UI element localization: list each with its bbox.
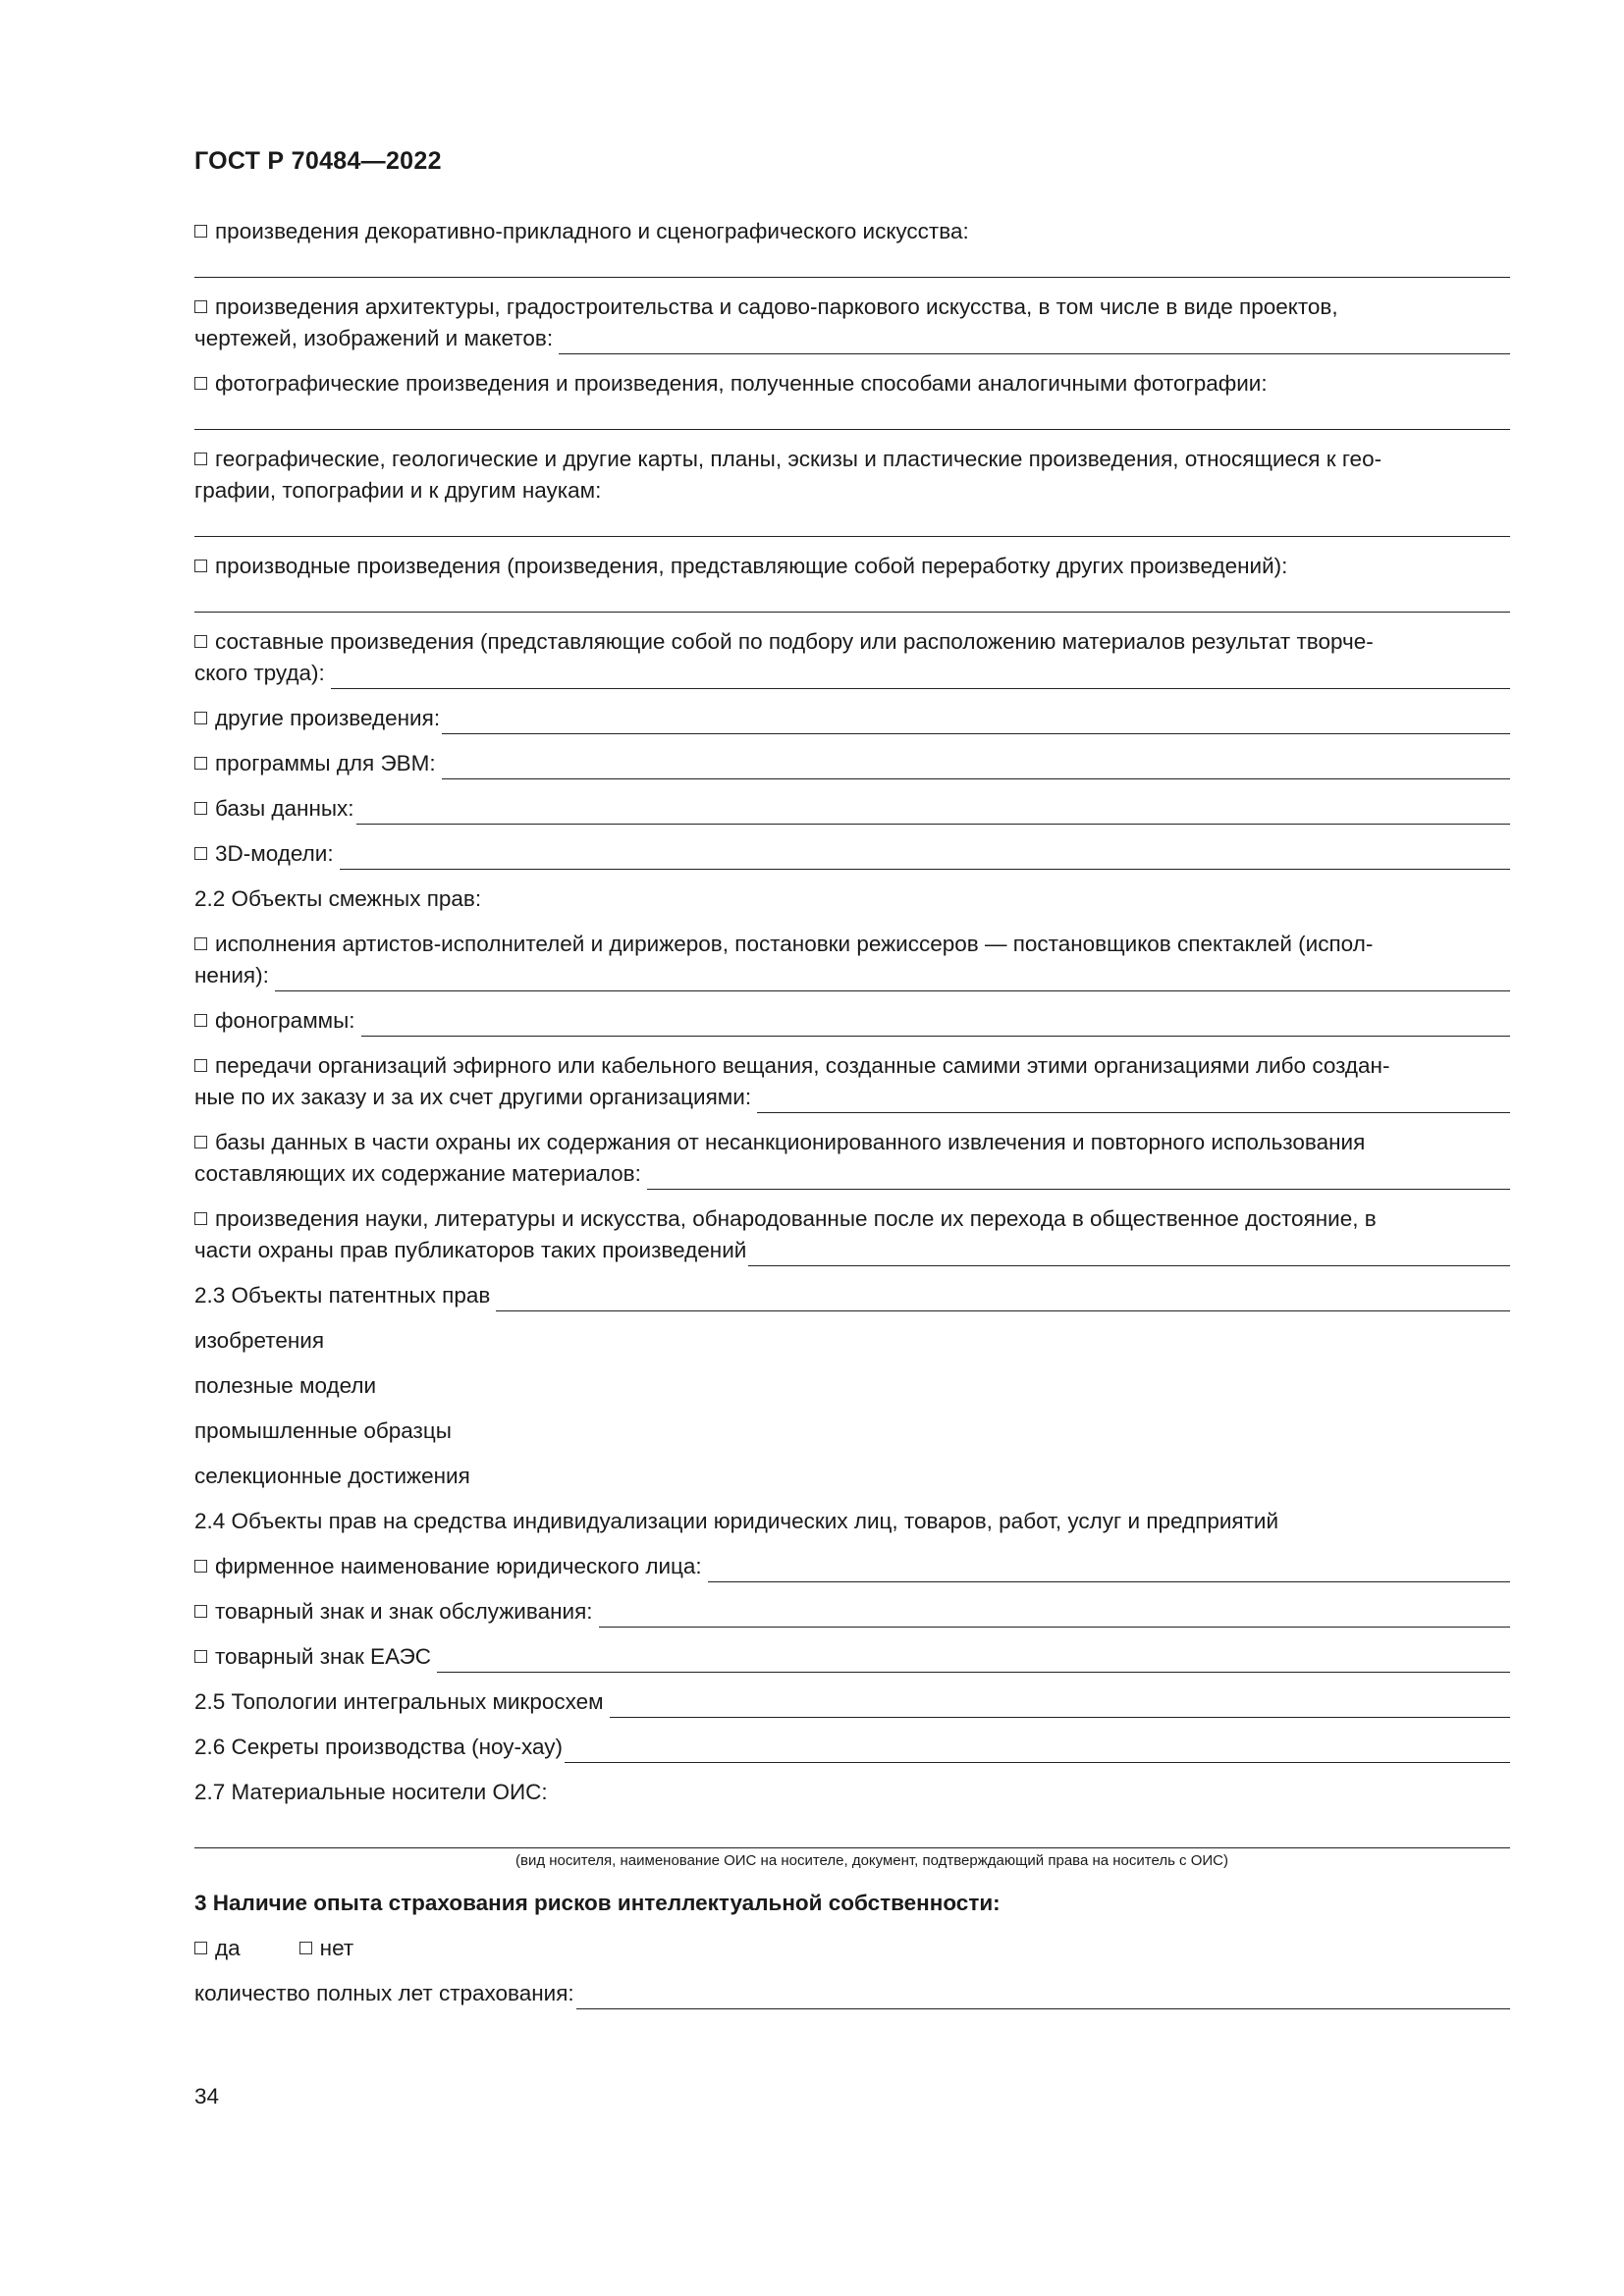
section-2-7: 2.7 Материальные носители ОИС: (вид носителя, наименование ОИС на носителе, документ, подтверждающий права на носитель с ОИС) [194,1777,1510,1872]
item-photo: фотографические произведения и произведения, полученные способами аналогичными фотографии: [194,368,1510,430]
fill-line[interactable] [559,330,1510,354]
section-2-6: 2.6 Секреты производства (ноу-хау) [194,1732,1510,1763]
item-trade-name: фирменное наименование юридического лица: [194,1551,1510,1582]
checkbox[interactable] [194,802,207,815]
checkbox[interactable] [194,1212,207,1225]
fill-line[interactable] [496,1287,1510,1311]
item-other: другие произведения: [194,703,1510,734]
fill-line[interactable] [437,1648,1510,1673]
section-2-4: 2.4 Объекты прав на средства индивидуализации юридических лиц, товаров, работ, услуг и предприятий [194,1509,1279,1533]
item-databases: базы данных: [194,793,1510,825]
item-derivative: производные произведения (произведения, представляющие собой переработку других произведений): [194,551,1510,613]
section-3 [194,1888,1510,1919]
item-performances: исполнения артистов-исполнителей и дирижеров, постановки режиссеров — постановщиков спектаклей (испол- нения): [194,929,1510,991]
checkbox-yes[interactable] [194,1942,207,1954]
fill-line[interactable] [194,507,1510,537]
checkbox[interactable] [194,1560,207,1573]
fill-line[interactable] [757,1089,1510,1113]
item-3d-models: 3D-модели: [194,838,1510,870]
item-phonograms: фонограммы: [194,1005,1510,1037]
item-architecture: произведения архитектуры, градостроительства и садово-паркового искусства, в том числе в виде проектов, чертежей, изображений и макетов: [194,292,1510,354]
item-public-domain: произведения науки, литературы и искусства, обнародованные после их перехода в общественное достояние, в части охраны прав публикаторов таких произведений [194,1203,1510,1266]
fill-line[interactable] [647,1165,1510,1190]
fill-line[interactable] [565,1738,1510,1763]
fill-line[interactable] [442,710,1510,734]
fill-line[interactable] [194,247,1510,278]
checkbox[interactable] [194,1059,207,1072]
checkbox[interactable] [194,1650,207,1663]
item-trademark-eaeu: товарный знак ЕАЭС [194,1641,1510,1673]
item-software: программы для ЭВМ: [194,748,1510,779]
checkbox[interactable] [194,377,207,390]
fill-line[interactable] [361,1012,1510,1037]
fill-line[interactable] [194,582,1510,613]
section-2-5: 2.5 Топологии интегральных микросхем [194,1686,1510,1718]
item-maps: географические, геологические и другие карты, планы, эскизы и пластические произведения, относящиеся к гео- графии, топографии и к другим наукам: [194,444,1510,537]
item-broadcasts: передачи организаций эфирного или кабельного вещания, созданные самими этими организациями либо создан- ные по их заказу и за их счет другими организациями: [194,1050,1510,1113]
item-inventions: изобретения [194,1328,325,1353]
item-industrial-designs: промышленные образцы [194,1418,452,1443]
fill-line-caption: (вид носителя, наименование ОИС на носителе, документ, подтверждающий права на носитель с ОИС) [514,1852,1228,1869]
checkbox[interactable] [194,453,207,465]
checkbox[interactable] [194,300,207,313]
checkbox[interactable] [194,1136,207,1148]
fill-line[interactable] [576,1985,1510,2009]
checkbox[interactable] [194,560,207,572]
fill-line[interactable] [340,845,1510,870]
document-code: ГОСТ Р 70484—2022 [194,147,442,175]
checkbox[interactable] [194,712,207,724]
checkbox[interactable] [194,757,207,770]
checkbox[interactable] [194,1605,207,1618]
fill-line[interactable] [194,1808,1510,1848]
item-utility-models: полезные модели [194,1373,377,1398]
fill-line[interactable] [708,1558,1510,1582]
checkbox[interactable] [194,635,207,648]
checkbox[interactable] [194,1014,207,1027]
item-db-content: базы данных в части охраны их содержания от несанкционированного извлечения и повторного использования составляющих их содержание материалов: [194,1127,1510,1190]
checkbox-no[interactable] [299,1942,312,1954]
checkbox[interactable] [194,225,207,238]
page-number: 34 [194,2084,220,2109]
item-composite: составные произведения (представляющие собой по подбору или расположению материалов результат творче- ского труда): [194,626,1510,689]
fill-line[interactable] [748,1242,1510,1266]
item-breeding: селекционные достижения [194,1464,470,1488]
checkbox[interactable] [194,847,207,860]
form-content [194,216,1510,2023]
fill-line[interactable] [331,665,1510,689]
item-years: количество полных лет страхования: [194,1978,1510,2009]
fill-line[interactable] [194,400,1510,430]
item-decorative: произведения декоративно-прикладного и сценографического искусства: [194,216,1510,278]
item-trademark: товарный знак и знак обслуживания: [194,1596,1510,1628]
section-2-3: 2.3 Объекты патентных прав [194,1280,1510,1311]
fill-line[interactable] [599,1603,1510,1628]
fill-line[interactable] [610,1693,1510,1718]
fill-line[interactable] [356,800,1510,825]
checkbox[interactable] [194,937,207,950]
fill-line[interactable] [275,967,1510,991]
insurance-options: да нет [194,1933,1510,1964]
section-2-2: 2.2 Объекты смежных прав: [194,886,482,911]
fill-line[interactable] [442,755,1510,779]
section-3-title: 3 Наличие опыта страхования рисков интеллектуальной собственности: [194,1891,1001,1915]
